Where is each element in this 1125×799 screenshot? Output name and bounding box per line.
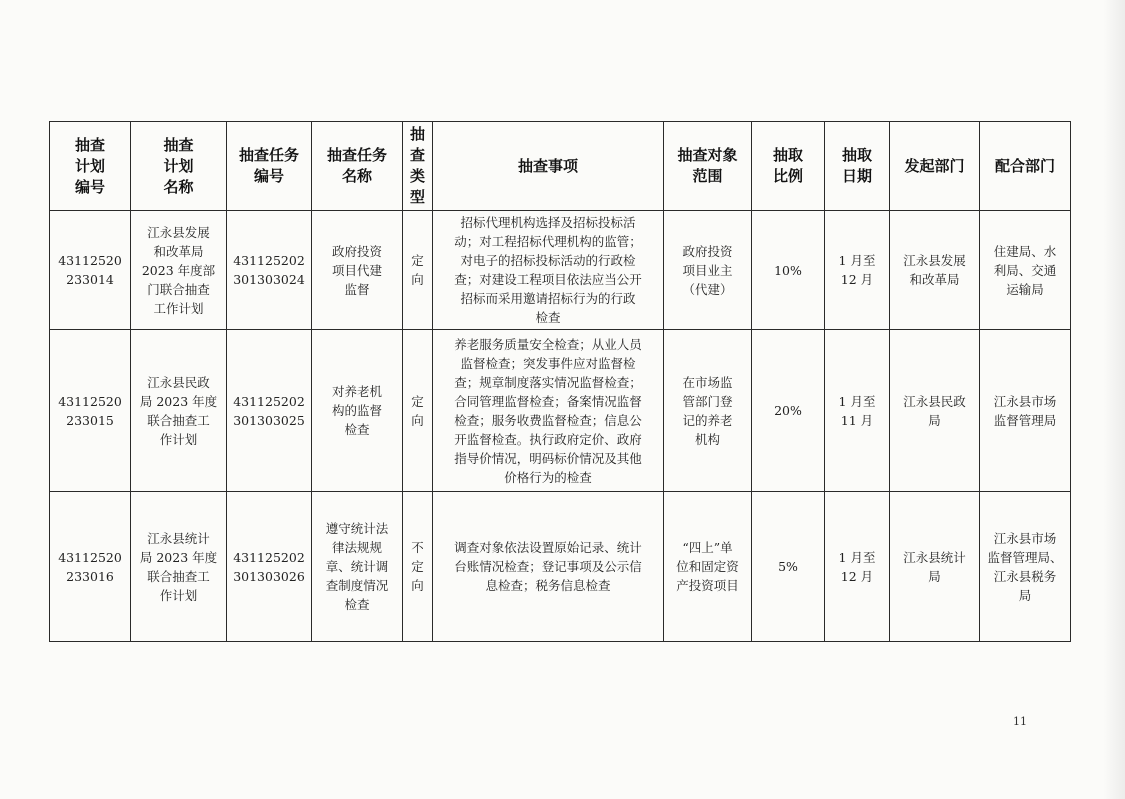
cell-task-no: 431125202 301303024 bbox=[227, 211, 312, 330]
cell-plan-name: 江永县统计 局 2023 年度 联合抽查工 作计划 bbox=[131, 492, 227, 642]
scan-edge-shadow bbox=[1103, 0, 1125, 799]
cell-check-items: 养老服务质量安全检查；从业人员 监督检查；突发事件应对监督检 查；规章制度落实情况监督检查； 合同管理监督检查；备案情况监督 检查；服务收费监督检查；信息公 开监督检查。执行政府定价、政府 指导价情况，明码标价情况及其他 价格行为的检查 bbox=[433, 330, 664, 492]
header-cooperating-dept: 配合部门 bbox=[980, 122, 1071, 211]
cell-initiating-dept: 江永县发展 和改革局 bbox=[890, 211, 980, 330]
cell-sample-date: 1 月至 12 月 bbox=[825, 492, 890, 642]
cell-check-type: 定 向 bbox=[403, 330, 433, 492]
cell-plan-name: 江永县民政 局 2023 年度 联合抽查工 作计划 bbox=[131, 330, 227, 492]
cell-check-type: 定 向 bbox=[403, 211, 433, 330]
header-plan-no: 抽查 计划 编号 bbox=[50, 122, 131, 211]
header-plan-name: 抽查 计划 名称 bbox=[131, 122, 227, 211]
cell-sample-date: 1 月至 12 月 bbox=[825, 211, 890, 330]
cell-plan-name: 江永县发展 和改革局 2023 年度部 门联合抽查 工作计划 bbox=[131, 211, 227, 330]
cell-target-scope: 在市场监 管部门登 记的养老 机构 bbox=[664, 330, 752, 492]
table-row bbox=[50, 211, 1071, 330]
table-row bbox=[50, 492, 1071, 642]
header-check-items: 抽查事项 bbox=[433, 122, 664, 211]
table-row bbox=[50, 330, 1071, 492]
cell-task-name: 政府投资 项目代建 监督 bbox=[312, 211, 403, 330]
cell-target-scope: “四上”单 位和固定资 产投资项目 bbox=[664, 492, 752, 642]
cell-cooperating-dept: 江永县市场 监督管理局、 江永县税务 局 bbox=[980, 492, 1071, 642]
spot-check-plan-table bbox=[49, 121, 1071, 642]
cell-task-no: 431125202 301303026 bbox=[227, 492, 312, 642]
header-sample-date: 抽取 日期 bbox=[825, 122, 890, 211]
header-initiating-dept: 发起部门 bbox=[890, 122, 980, 211]
cell-cooperating-dept: 江永县市场 监督管理局 bbox=[980, 330, 1071, 492]
header-target-scope: 抽查对象 范围 bbox=[664, 122, 752, 211]
cell-initiating-dept: 江永县统计 局 bbox=[890, 492, 980, 642]
cell-task-name: 对养老机 构的监督 检查 bbox=[312, 330, 403, 492]
page-number: 11 bbox=[1013, 715, 1027, 728]
cell-plan-no: 43112520 233014 bbox=[50, 211, 131, 330]
cell-plan-no: 43112520 233016 bbox=[50, 492, 131, 642]
cell-task-name: 遵守统计法 律法规规 章、统计调 查制度情况 检查 bbox=[312, 492, 403, 642]
header-task-name: 抽查任务 名称 bbox=[312, 122, 403, 211]
cell-check-type: 不 定 向 bbox=[403, 492, 433, 642]
cell-check-items: 调查对象依法设置原始记录、统计 台账情况检查；登记事项及公示信 息检查；税务信息检查 bbox=[433, 492, 664, 642]
cell-initiating-dept: 江永县民政 局 bbox=[890, 330, 980, 492]
cell-cooperating-dept: 住建局、水 利局、交通 运输局 bbox=[980, 211, 1071, 330]
cell-target-scope: 政府投资 项目业主 （代建） bbox=[664, 211, 752, 330]
cell-sample-ratio: 5% bbox=[752, 492, 825, 642]
header-sample-ratio: 抽取 比例 bbox=[752, 122, 825, 211]
cell-plan-no: 43112520 233015 bbox=[50, 330, 131, 492]
header-task-no: 抽查任务 编号 bbox=[227, 122, 312, 211]
cell-task-no: 431125202 301303025 bbox=[227, 330, 312, 492]
table-header-row bbox=[50, 122, 1071, 211]
cell-check-items: 招标代理机构选择及招标投标活 动；对工程招标代理机构的监管； 对电子的招标投标活动的行政检 查；对建设工程项目依法应当公开 招标而采用邀请招标行为的行政 检查 bbox=[433, 211, 664, 330]
cell-sample-ratio: 20% bbox=[752, 330, 825, 492]
header-check-type: 抽 查 类 型 bbox=[403, 122, 433, 211]
cell-sample-date: 1 月至 11 月 bbox=[825, 330, 890, 492]
cell-sample-ratio: 10% bbox=[752, 211, 825, 330]
